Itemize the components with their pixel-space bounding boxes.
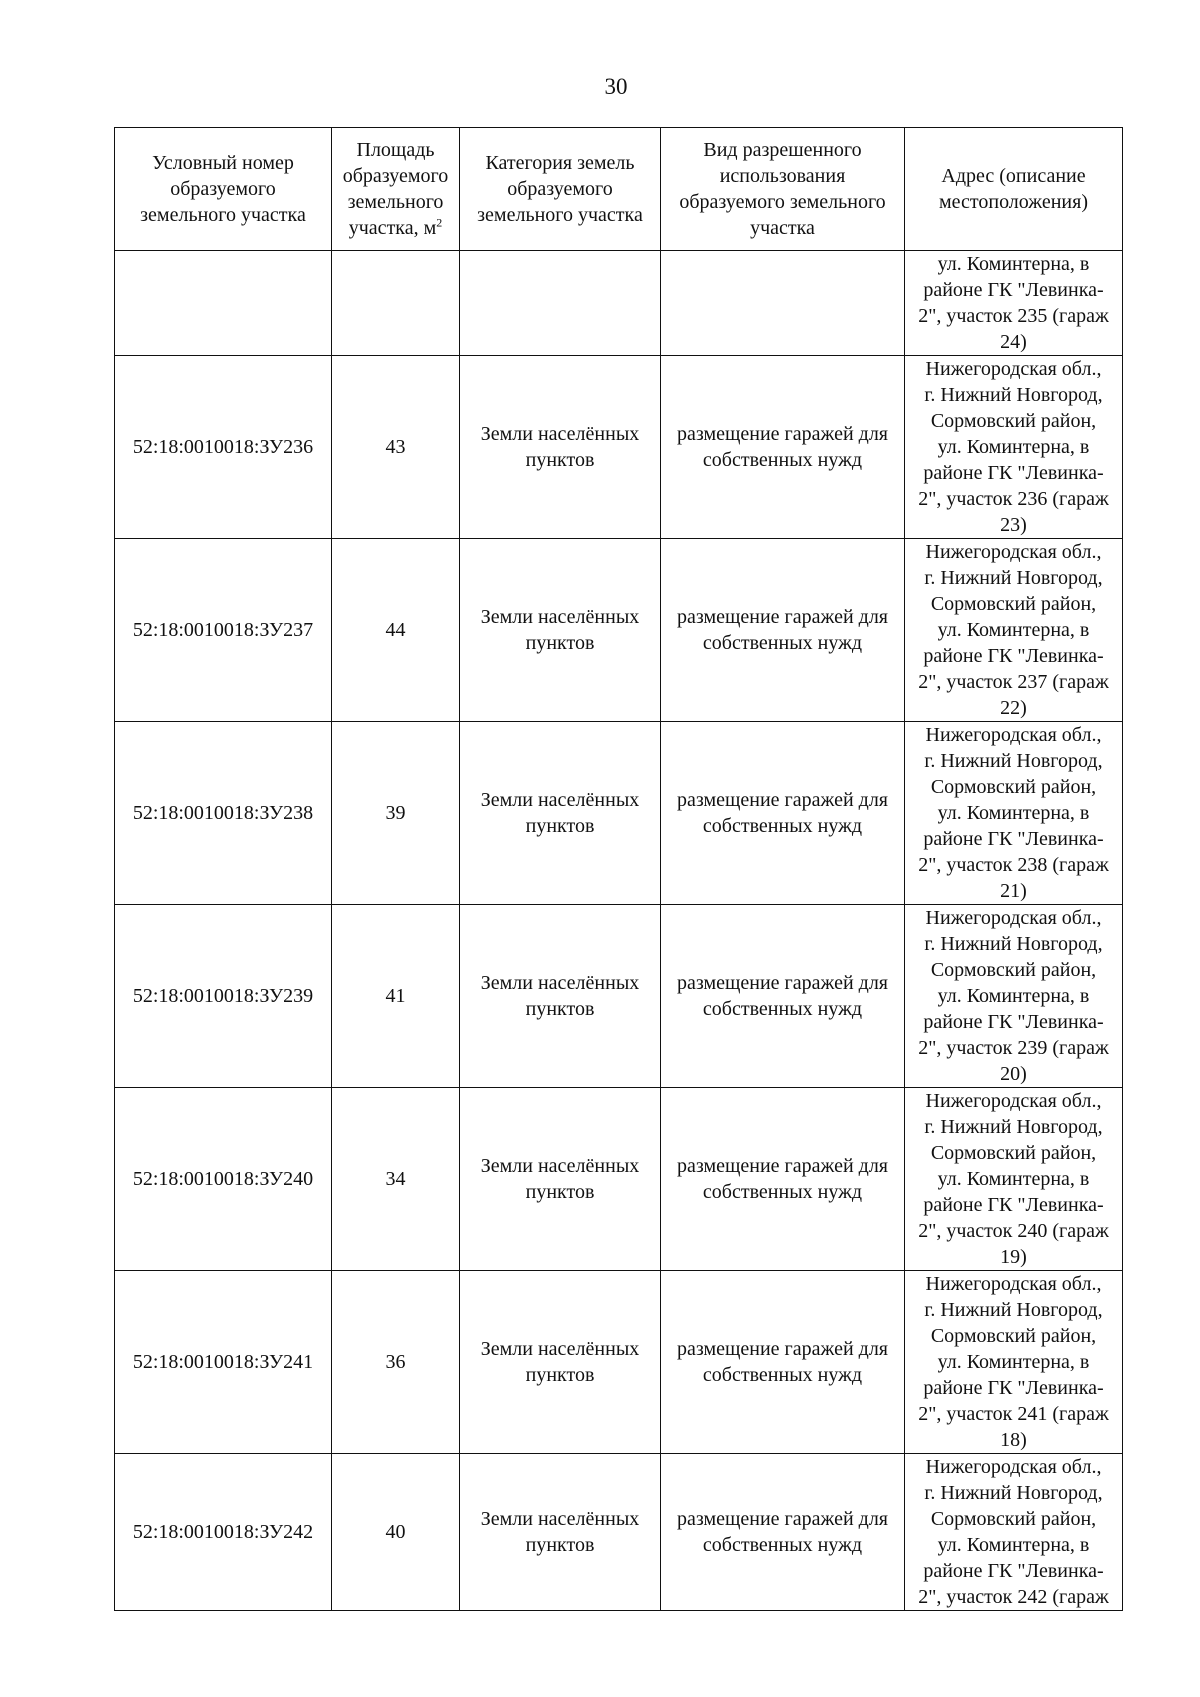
address-line: Нижегородская обл., [925, 1090, 1102, 1112]
cell-address [905, 722, 1123, 905]
category-line: Земли населённых [480, 789, 640, 811]
category-line: Земли населённых [480, 606, 640, 628]
address-line: 2", участок 237 (гараж [918, 671, 1109, 693]
category-line: Земли населённых [480, 423, 640, 445]
address-line: Сормовский район, [930, 410, 1097, 432]
header-line: использования [719, 165, 846, 187]
use-line: собственных нужд [702, 1534, 863, 1556]
category-line: пунктов [525, 815, 595, 837]
address-line: Сормовский район, [930, 959, 1097, 981]
address-line: 2", участок 236 (гараж [918, 488, 1109, 510]
address-line: г. Нижний Новгород, [924, 1116, 1103, 1138]
category-line: пунктов [525, 1364, 595, 1386]
cell-use [661, 539, 905, 722]
address-line: 22) [1000, 697, 1027, 719]
table-row [115, 905, 1123, 1088]
address-line: ул. Коминтерна, в [937, 253, 1090, 275]
table-header-row [115, 128, 1123, 251]
address-line: ул. Коминтерна, в [937, 985, 1090, 1007]
table-row [115, 539, 1123, 722]
cell-category [460, 539, 661, 722]
address-line: районе ГК "Левинка- [923, 279, 1104, 301]
address-line: 2", участок 240 (гараж [918, 1220, 1109, 1242]
cell-plot-number: 52:18:0010018:ЗУ236 [115, 356, 332, 539]
address-line: Сормовский район, [930, 776, 1097, 798]
cell-category [460, 722, 661, 905]
continuation-row [115, 251, 1123, 356]
cell-use [661, 1088, 905, 1271]
address-line: 2", участок 238 (гараж [918, 854, 1109, 876]
header-address [905, 128, 1123, 251]
address-line: 2", участок 239 (гараж [918, 1037, 1109, 1059]
use-line: собственных нужд [702, 632, 863, 654]
table-row [115, 722, 1123, 905]
table-row [115, 1454, 1123, 1611]
cell-use [661, 722, 905, 905]
cell-category [460, 251, 661, 356]
cell-plot-number: 52:18:0010018:ЗУ237 [115, 539, 332, 722]
address-line: районе ГК "Левинка- [923, 1560, 1104, 1582]
address-line: ул. Коминтерна, в [937, 1168, 1090, 1190]
address-line: ул. Коминтерна, в [937, 1351, 1090, 1373]
address-line: г. Нижний Новгород, [924, 384, 1103, 406]
address-line: Сормовский район, [930, 1508, 1097, 1530]
address-line: Нижегородская обл., [925, 907, 1102, 929]
header-land-category [460, 128, 661, 251]
address-line: 21) [1000, 880, 1027, 902]
header-line: образуемого [342, 165, 449, 187]
address-line: 2", участок 241 (гараж [918, 1403, 1109, 1425]
category-line: пунктов [525, 449, 595, 471]
address-line: районе ГК "Левинка- [923, 462, 1104, 484]
table-row [115, 1271, 1123, 1454]
land-plots-table [114, 127, 1123, 1611]
cell-plot-number: 52:18:0010018:ЗУ238 [115, 722, 332, 905]
address-line: Сормовский район, [930, 1325, 1097, 1347]
header-line: земельного участка [477, 204, 643, 226]
use-line: собственных нужд [702, 1364, 863, 1386]
cell-plot-number: 52:18:0010018:ЗУ242 [115, 1454, 332, 1611]
cell-category [460, 1271, 661, 1454]
address-line: районе ГК "Левинка- [923, 1194, 1104, 1216]
cell-address [905, 1454, 1123, 1611]
page-number: 30 [604, 74, 628, 99]
cell-address [905, 1271, 1123, 1454]
cell-category [460, 1454, 661, 1611]
address-line: г. Нижний Новгород, [924, 567, 1103, 589]
address-line: 20) [1000, 1063, 1027, 1085]
use-line: размещение гаражей для [676, 1508, 889, 1530]
use-line: собственных нужд [702, 449, 863, 471]
cell-area: 41 [332, 905, 460, 1088]
category-line: Земли населённых [480, 1508, 640, 1530]
cell-plot-number: 52:18:0010018:ЗУ240 [115, 1088, 332, 1271]
address-line: г. Нижний Новгород, [924, 1482, 1103, 1504]
address-line: 23) [1000, 514, 1027, 536]
category-line: пунктов [525, 998, 595, 1020]
address-line: Нижегородская обл., [925, 541, 1102, 563]
address-line: 18) [1000, 1429, 1027, 1451]
address-line: ул. Коминтерна, в [937, 1534, 1090, 1556]
address-line: Сормовский район, [930, 593, 1097, 615]
category-line: пунктов [525, 1181, 595, 1203]
use-line: размещение гаражей для [676, 606, 889, 628]
cell-use [661, 905, 905, 1088]
header-line: образуемого [170, 178, 276, 200]
address-line: 24) [1000, 331, 1027, 353]
address-line: 2", участок 235 (гараж [918, 305, 1109, 327]
use-line: размещение гаражей для [676, 1338, 889, 1360]
header-line: участка [750, 217, 815, 239]
header-line: местоположения) [938, 191, 1088, 213]
area-unit-superscript: 2 [436, 215, 443, 230]
address-line: Нижегородская обл., [925, 1273, 1102, 1295]
address-line: районе ГК "Левинка- [923, 1377, 1104, 1399]
cell-area [332, 251, 460, 356]
header-line: Вид разрешенного [703, 139, 862, 161]
use-line: размещение гаражей для [676, 972, 889, 994]
cell-area: 34 [332, 1088, 460, 1271]
use-line: собственных нужд [702, 998, 863, 1020]
use-line: собственных нужд [702, 815, 863, 837]
table-row [115, 356, 1123, 539]
header-line [332, 215, 459, 241]
cell-area: 40 [332, 1454, 460, 1611]
category-line: Земли населённых [480, 1338, 640, 1360]
use-line: размещение гаражей для [676, 789, 889, 811]
address-line: г. Нижний Новгород, [924, 750, 1103, 772]
cell-area: 39 [332, 722, 460, 905]
address-line: 19) [1000, 1246, 1027, 1268]
address-line: Сормовский район, [930, 1142, 1097, 1164]
header-area [332, 128, 460, 251]
table-row [115, 1088, 1123, 1271]
header-line: образуемого [507, 178, 613, 200]
header-line: Адрес (описание [941, 165, 1086, 187]
header-permitted-use [661, 128, 905, 251]
header-plot-number [115, 128, 332, 251]
address-line: г. Нижний Новгород, [924, 933, 1103, 955]
cell-area: 36 [332, 1271, 460, 1454]
address-line: районе ГК "Левинка- [923, 645, 1104, 667]
category-line: пунктов [525, 632, 595, 654]
category-line: Земли населённых [480, 1155, 640, 1177]
cell-use [661, 251, 905, 356]
header-line: Категория земель [485, 152, 635, 174]
address-line: Нижегородская обл., [925, 358, 1102, 380]
category-line: Земли населённых [480, 972, 640, 994]
area-unit: участка, м [348, 217, 437, 239]
cell-address [905, 905, 1123, 1088]
use-line: собственных нужд [702, 1181, 863, 1203]
cell-area: 43 [332, 356, 460, 539]
header-line: земельного [347, 191, 444, 213]
cell-plot-number [115, 251, 332, 356]
header-line: Условный номер [152, 152, 294, 174]
address-line: ул. Коминтерна, в [937, 619, 1090, 641]
address-line: Нижегородская обл., [925, 1456, 1102, 1478]
cell-area: 44 [332, 539, 460, 722]
address-line: г. Нижний Новгород, [924, 1299, 1103, 1321]
cell-use [661, 356, 905, 539]
cell-plot-number: 52:18:0010018:ЗУ241 [115, 1271, 332, 1454]
address-line: ул. Коминтерна, в [937, 802, 1090, 824]
cell-address [905, 356, 1123, 539]
header-line: Площадь [356, 139, 435, 161]
address-line: 2", участок 242 (гараж [918, 1586, 1109, 1608]
cell-category [460, 905, 661, 1088]
header-line: образуемого земельного [679, 191, 886, 213]
use-line: размещение гаражей для [676, 1155, 889, 1177]
use-line: размещение гаражей для [676, 423, 889, 445]
address-line: Нижегородская обл., [925, 724, 1102, 746]
address-line: ул. Коминтерна, в [937, 436, 1090, 458]
cell-address [905, 539, 1123, 722]
category-line: пунктов [525, 1534, 595, 1556]
address-line: районе ГК "Левинка- [923, 1011, 1104, 1033]
cell-address [905, 1088, 1123, 1271]
cell-address [905, 251, 1123, 356]
cell-plot-number: 52:18:0010018:ЗУ239 [115, 905, 332, 1088]
cell-use [661, 1271, 905, 1454]
cell-category [460, 1088, 661, 1271]
cell-use [661, 1454, 905, 1611]
cell-category [460, 356, 661, 539]
address-line: районе ГК "Левинка- [923, 828, 1104, 850]
header-line: земельного участка [140, 204, 306, 226]
